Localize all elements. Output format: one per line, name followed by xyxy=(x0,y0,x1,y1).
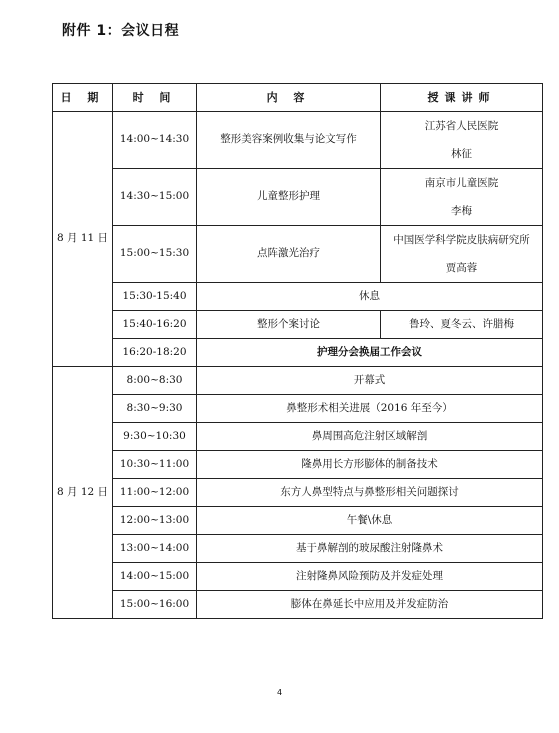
content-cell: 休息 xyxy=(197,283,543,311)
content-cell: 注射隆鼻风险预防及并发症处理 xyxy=(197,563,543,591)
content-cell: 基于鼻解剖的玻尿酸注射隆鼻术 xyxy=(197,535,543,563)
lecturer-org: 中国医学科学院皮肤病研究所 xyxy=(393,234,530,246)
content-cell: 午餐\休息 xyxy=(197,507,543,535)
table-row xyxy=(53,591,543,619)
header-lecturer: 授课讲师 xyxy=(381,84,543,112)
time-cell: 9:30~10:30 xyxy=(113,423,197,451)
table-row xyxy=(53,423,543,451)
lecturer-name: 林征 xyxy=(451,148,472,160)
time-cell: 15:40-16:20 xyxy=(113,311,197,339)
table-row xyxy=(53,451,543,479)
time-cell: 14:00~15:00 xyxy=(113,563,197,591)
lecturer-org: 江苏省人民医院 xyxy=(424,120,499,132)
time-cell: 11:00~12:00 xyxy=(113,479,197,507)
table-row xyxy=(53,283,543,311)
content-cell: 隆鼻用长方形膨体的制备技术 xyxy=(197,451,543,479)
lecturer-cell xyxy=(381,169,543,226)
time-cell: 16:20-18:20 xyxy=(113,339,197,367)
time-cell: 14:30~15:00 xyxy=(113,169,197,226)
table-row xyxy=(53,112,543,169)
content-cell: 儿童整形护理 xyxy=(197,169,381,226)
content-cell: 鼻周围高危注射区域解剖 xyxy=(197,423,543,451)
header-row xyxy=(53,84,543,112)
lecturer-org: 南京市儿童医院 xyxy=(424,177,499,189)
content-cell: 点阵激光治疗 xyxy=(197,226,381,283)
table-row xyxy=(53,169,543,226)
table-row xyxy=(53,507,543,535)
page-heading: 附件 1：会议日程 xyxy=(62,23,180,39)
time-cell: 12:00~13:00 xyxy=(113,507,197,535)
date-cell: 8 月 12 日 xyxy=(53,367,113,619)
table-row xyxy=(53,479,543,507)
time-cell: 14:00~14:30 xyxy=(113,112,197,169)
content-cell: 护理分会换届工作会议 xyxy=(197,339,543,367)
time-cell: 8:00~8:30 xyxy=(113,367,197,395)
table-row xyxy=(53,311,543,339)
table-row xyxy=(53,395,543,423)
lecturer-cell: 鲁玲、夏冬云、许腊梅 xyxy=(381,311,543,339)
lecturer-cell xyxy=(381,112,543,169)
page-number: 4 xyxy=(276,688,283,697)
lecturer-name: 贾高蓉 xyxy=(445,262,478,274)
content-cell: 开幕式 xyxy=(197,367,543,395)
time-cell: 15:00~16:00 xyxy=(113,591,197,619)
date-cell: 8 月 11 日 xyxy=(53,112,113,367)
header-time: 时 间 xyxy=(113,84,197,112)
time-cell: 10:30~11:00 xyxy=(113,451,197,479)
content-cell: 整形美容案例收集与论文写作 xyxy=(197,112,381,169)
table-row xyxy=(53,226,543,283)
table-row xyxy=(53,563,543,591)
schedule-table xyxy=(52,83,543,619)
content-cell: 整形个案讨论 xyxy=(197,311,381,339)
time-cell: 8:30~9:30 xyxy=(113,395,197,423)
table-row xyxy=(53,367,543,395)
header-date: 日 期 xyxy=(53,84,113,112)
lecturer-cell xyxy=(381,226,543,283)
table-row xyxy=(53,535,543,563)
content-cell: 膨体在鼻延长中应用及并发症防治 xyxy=(197,591,543,619)
time-cell: 15:00~15:30 xyxy=(113,226,197,283)
content-cell: 东方人鼻型特点与鼻整形相关问题探讨 xyxy=(197,479,543,507)
lecturer-name: 李梅 xyxy=(451,205,472,217)
time-cell: 15:30-15:40 xyxy=(113,283,197,311)
header-content: 内 容 xyxy=(197,84,381,112)
table-row xyxy=(53,339,543,367)
content-cell: 鼻整形术相关进展（2016 年至今） xyxy=(197,395,543,423)
time-cell: 13:00~14:00 xyxy=(113,535,197,563)
